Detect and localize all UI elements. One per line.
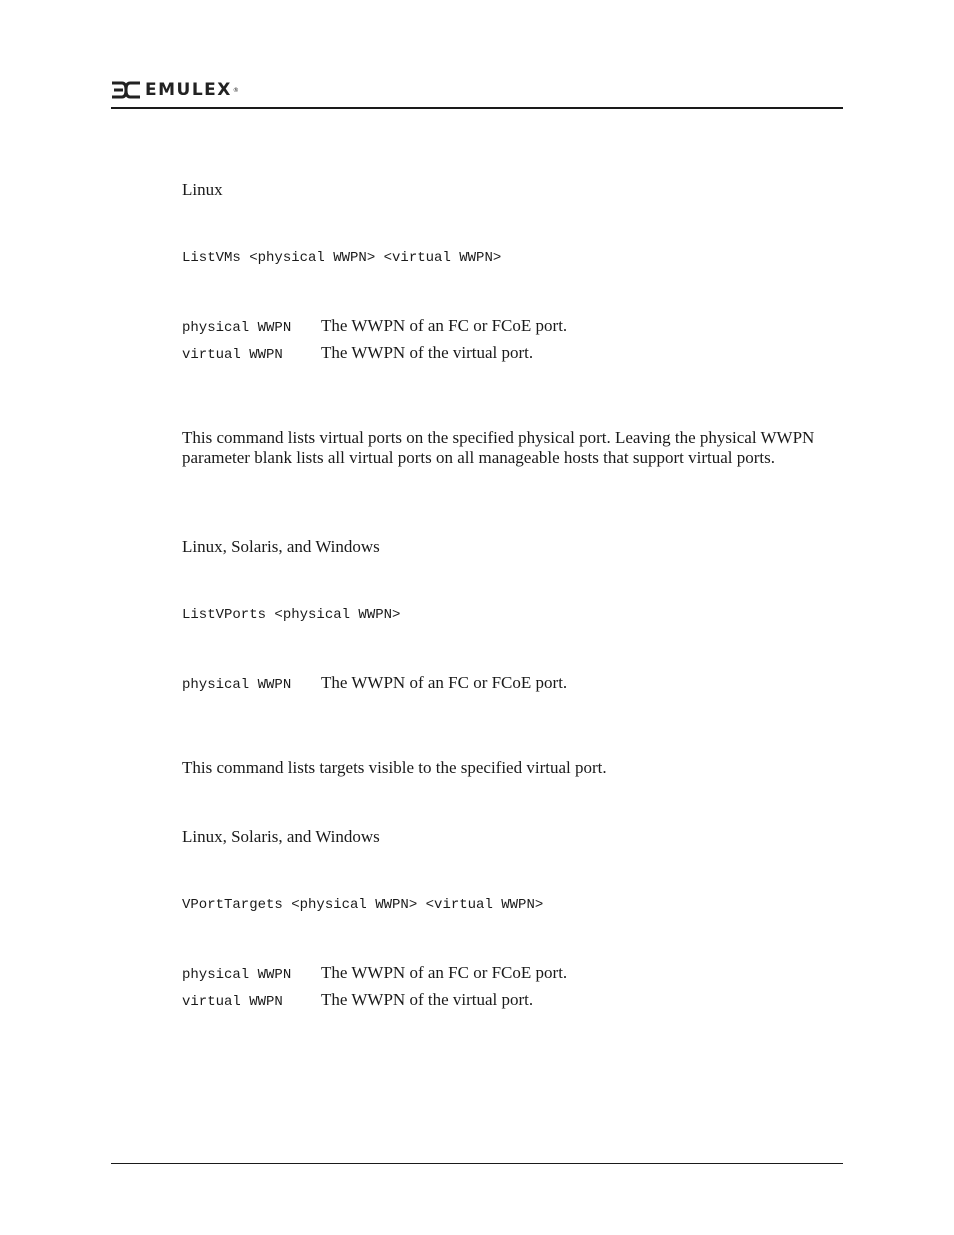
- header-rule: [111, 107, 843, 109]
- param-row: [182, 316, 832, 338]
- param-name: physical WWPN: [182, 967, 292, 983]
- param-description: The WWPN of the virtual port.: [321, 990, 534, 1009]
- param-name: physical WWPN: [182, 677, 292, 693]
- param-description: The WWPN of the virtual port.: [321, 343, 534, 362]
- brand-name: EMULEX: [145, 80, 232, 100]
- vporttargets-os: Linux, Solaris, and Windows: [182, 827, 380, 846]
- listvports-os: Linux, Solaris, and Windows: [182, 537, 380, 556]
- param-name: virtual WWPN: [182, 347, 283, 363]
- vporttargets-syntax: VPortTargets <physical WWPN> <virtual WWPN>: [182, 897, 544, 913]
- emulex-logo: [111, 80, 239, 100]
- trademark-symbol: ®: [232, 86, 239, 94]
- param-name: virtual WWPN: [182, 994, 283, 1010]
- vporttargets-description: This command lists targets visible to the specified virtual port.: [182, 758, 607, 777]
- listvms-os: Linux: [182, 180, 223, 199]
- param-name: physical WWPN: [182, 320, 292, 336]
- listvms-syntax: ListVMs <physical WWPN> <virtual WWPN>: [182, 250, 502, 266]
- listvports-description: This command lists virtual ports on the specified physical port. Leaving the physical WWPN parameter blank lists all virtual ports on all manageable hosts that support virtual ports.: [182, 428, 815, 467]
- emulex-logo-mark-icon: [111, 81, 141, 99]
- param-row: [182, 990, 832, 1012]
- param-description: The WWPN of an FC or FCoE port.: [321, 316, 568, 335]
- param-description: The WWPN of an FC or FCoE port.: [321, 963, 568, 982]
- param-row: [182, 343, 832, 365]
- listvports-syntax: ListVPorts <physical WWPN>: [182, 607, 401, 623]
- page-header: [111, 80, 843, 110]
- param-row: [182, 963, 832, 985]
- param-row: [182, 673, 832, 695]
- footer-rule: [111, 1163, 843, 1164]
- param-description: The WWPN of an FC or FCoE port.: [321, 673, 568, 692]
